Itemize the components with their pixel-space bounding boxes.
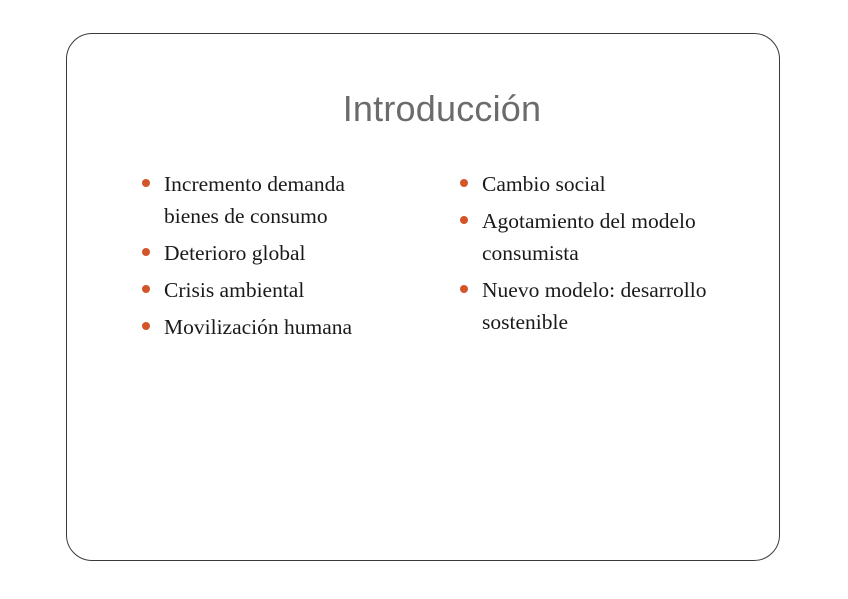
bullet-dot-icon bbox=[142, 322, 150, 330]
left-bullet-list bbox=[142, 168, 442, 348]
list-item-text: Deterioro global bbox=[164, 241, 306, 265]
bullet-dot-icon bbox=[142, 285, 150, 293]
list-item-text: Agotamiento del modelo bbox=[482, 209, 696, 233]
list-item-text: Movilización humana bbox=[164, 315, 353, 339]
bullet-dot-icon bbox=[460, 216, 468, 224]
list-item bbox=[460, 205, 760, 269]
list-item bbox=[142, 311, 442, 343]
list-item bbox=[142, 274, 442, 306]
list-item bbox=[460, 168, 760, 200]
bullet-dot-icon bbox=[142, 179, 150, 187]
list-item-text: Cambio social bbox=[482, 172, 606, 196]
bullet-dot-icon bbox=[142, 248, 150, 256]
list-item bbox=[142, 237, 442, 269]
right-bullet-list bbox=[460, 168, 760, 343]
slide-title: Introducción bbox=[342, 88, 542, 129]
list-item bbox=[142, 168, 442, 232]
list-item-text-continued: consumista bbox=[482, 241, 579, 265]
list-item bbox=[460, 274, 760, 338]
list-item-text-continued: bienes de consumo bbox=[164, 204, 328, 228]
bullet-dot-icon bbox=[460, 179, 468, 187]
bullet-dot-icon bbox=[460, 285, 468, 293]
list-item-text: Incremento demanda bbox=[164, 172, 345, 196]
list-item-text: Crisis ambiental bbox=[164, 278, 305, 302]
list-item-text: Nuevo modelo: desarrollo bbox=[482, 278, 707, 302]
list-item-text-continued: sostenible bbox=[482, 310, 568, 334]
